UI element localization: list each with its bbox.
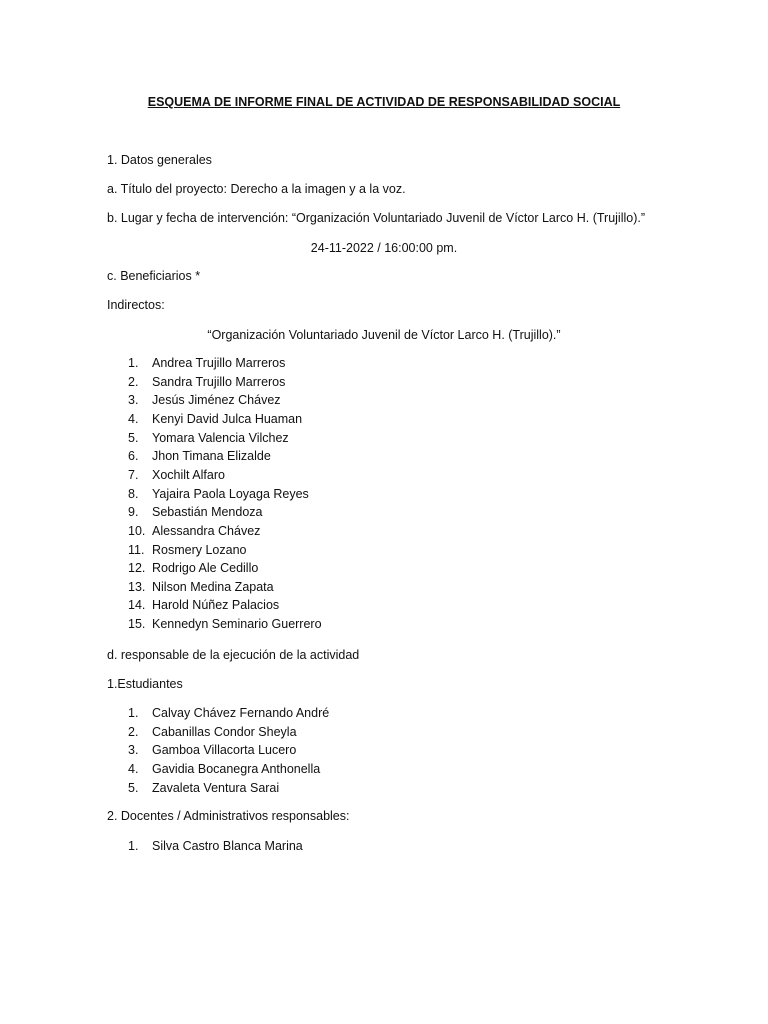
list-item-name: Yomara Valencia Vilchez — [152, 430, 289, 445]
list-item-name: Xochilt Alfaro — [152, 467, 225, 482]
list-item-name: Harold Núñez Palacios — [152, 598, 280, 613]
list-item-name: Zavaleta Ventura Sarai — [152, 780, 280, 795]
list-item-number: 15. — [128, 617, 146, 632]
document-title: ESQUEMA DE INFORME FINAL DE ACTIVIDAD DE RESPONSABILIDAD SOCIAL — [147, 95, 621, 109]
project-title-line: a. Título del proyecto: Derecho a la imagen y a la voz. — [107, 182, 406, 196]
teachers-heading: 2. Docentes / Administrativos responsables: — [107, 809, 350, 823]
list-item-name: Silva Castro Blanca Marina — [152, 839, 303, 853]
organization-line: “Organización Voluntariado Juvenil de Víctor Larco H. (Trujillo).” — [207, 328, 561, 342]
list-item-name: Rodrigo Ale Cedillo — [152, 561, 259, 576]
indirect-label: Indirectos: — [107, 298, 165, 312]
list-item-name: Calvay Chávez Fernando André — [152, 706, 330, 720]
list-item-number: 4. — [128, 411, 139, 426]
list-item-name: Jhon Timana Elizalde — [152, 449, 271, 464]
list-item-number: 5. — [128, 430, 139, 445]
students-heading: 1.Estudiantes — [107, 677, 183, 691]
list-item-number: 12. — [128, 561, 146, 576]
list-item-number: 3. — [128, 743, 139, 758]
beneficiaries-heading: c. Beneficiarios * — [107, 269, 201, 283]
section-datos-generales: 1. Datos generales — [107, 153, 212, 167]
list-item-number: 2. — [128, 374, 139, 389]
list-item-number: 13. — [128, 579, 146, 594]
list-item-number: 1. — [128, 356, 139, 370]
list-item-number: 5. — [128, 780, 139, 795]
list-item-name: Yajaira Paola Loyaga Reyes — [152, 486, 309, 501]
list-item-number: 8. — [128, 486, 139, 501]
list-item-number: 1. — [128, 706, 139, 720]
list-item-number: 11. — [128, 542, 145, 557]
date-time-line: 24-11-2022 / 16:00:00 pm. — [310, 241, 458, 255]
list-item-name: Kennedyn Seminario Guerrero — [152, 617, 322, 632]
list-item-name: Kenyi David Julca Huaman — [152, 411, 303, 426]
list-item-name: Andrea Trujillo Marreros — [152, 356, 286, 370]
list-item-name: Rosmery Lozano — [152, 542, 247, 557]
list-item-name: Sebastián Mendoza — [152, 505, 263, 520]
list-item-name: Sandra Trujillo Marreros — [152, 374, 286, 389]
list-item-name: Nilson Medina Zapata — [152, 579, 274, 594]
list-item-number: 6. — [128, 449, 139, 464]
list-item-name: Jesús Jiménez Chávez — [152, 393, 281, 408]
list-item-name: Gamboa Villacorta Lucero — [152, 743, 297, 758]
list-item-number: 9. — [128, 505, 139, 520]
list-item-number: 10. — [128, 523, 146, 538]
responsible-heading: d. responsable de la ejecución de la actividad — [107, 648, 360, 662]
list-item-name: Gavidia Bocanegra Anthonella — [152, 761, 321, 776]
list-item-name: Alessandra Chávez — [152, 523, 261, 538]
list-item-number: 3. — [128, 393, 139, 408]
list-item-number: 4. — [128, 761, 139, 776]
list-item-number: 1. — [128, 839, 139, 853]
list-item-number: 14. — [128, 598, 146, 613]
list-item-number: 7. — [128, 467, 139, 482]
list-item-number: 2. — [128, 724, 139, 739]
list-item-name: Cabanillas Condor Sheyla — [152, 724, 297, 739]
place-date-line: b. Lugar y fecha de intervención: “Organización Voluntariado Juvenil de Víctor Larco H. (Trujillo).” — [107, 211, 646, 225]
